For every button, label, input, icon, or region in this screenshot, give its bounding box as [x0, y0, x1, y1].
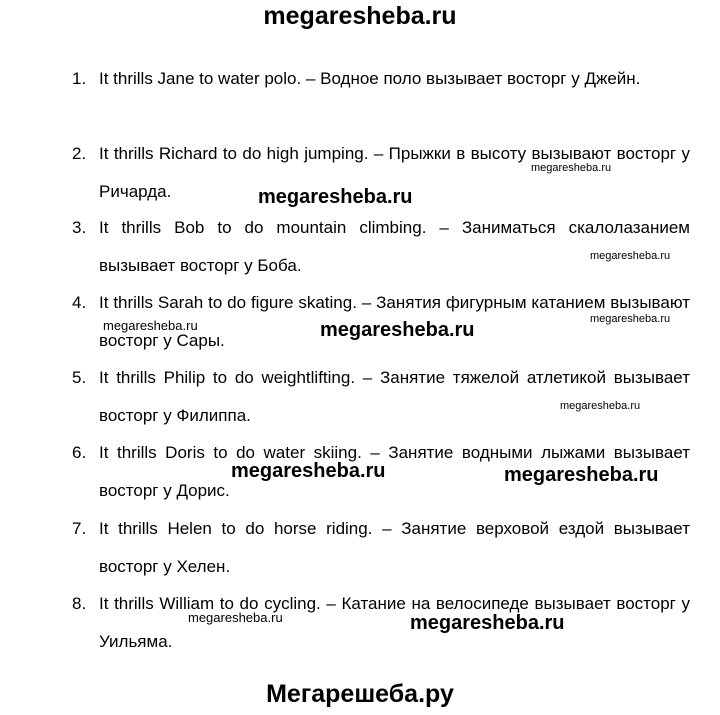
- item-text: It thrills Jane to water polo. – Водное поло вызывает восторг у Джейн.: [99, 69, 641, 88]
- item-number: 1.: [72, 69, 87, 88]
- item-text: It thrills Sarah to do figure skating. – Занятия фигурным катанием вызывают восторг у Сары.: [99, 293, 690, 350]
- item-number: 3.: [72, 218, 87, 237]
- item-text: It thrills Doris to do water skiing. – Занятие водными лыжами вызывает восторг у Дорис.: [99, 443, 690, 500]
- watermark: megaresheba.ru: [103, 318, 198, 333]
- item-text: It thrills Philip to do weightlifting. – Занятие тяжелой атлетикой вызывает восторг у Филиппа.: [99, 368, 690, 425]
- list-item: [72, 60, 690, 98]
- watermark: megaresheba.ru: [504, 464, 659, 486]
- watermark: megaresheba.ru: [560, 400, 641, 412]
- watermark: megaresheba.ru: [320, 319, 475, 341]
- list-item: [72, 585, 690, 661]
- watermark: megaresheba.ru: [590, 313, 671, 325]
- item-number: 4.: [72, 293, 87, 312]
- list-item: [72, 209, 690, 285]
- item-number: 5.: [72, 368, 87, 387]
- watermark: megaresheba.ru: [410, 612, 565, 634]
- item-text: It thrills Richard to do high jumping. – Прыжки в высоту вызывают восторг у Ричарда.: [99, 144, 690, 201]
- list-item: [72, 510, 690, 586]
- item-number: 8.: [72, 594, 87, 613]
- watermark: megaresheba.ru: [231, 460, 386, 482]
- item-text: It thrills William to do cycling. – Катание на велосипеде вызывает восторг у Уильяма.: [99, 594, 690, 651]
- item-text: It thrills Bob to do mountain climbing. – Заниматься скалолазанием вызывает восторг у Боба.: [99, 218, 690, 275]
- watermark: megaresheba.ru: [258, 186, 413, 208]
- item-number: 6.: [72, 443, 87, 462]
- item-number: 7.: [72, 519, 87, 538]
- item-text: It thrills Helen to do horse riding. – Занятие верховой ездой вызывает восторг у Хелен.: [99, 519, 690, 576]
- watermark: megaresheba.ru: [531, 162, 612, 174]
- watermark: megaresheba.ru: [590, 250, 671, 262]
- list-item: [72, 359, 690, 435]
- page-footer-site-name: Мегарешеба.ру: [266, 680, 454, 708]
- page-header-site-name: megaresheba.ru: [263, 2, 457, 30]
- watermark: megaresheba.ru: [188, 610, 283, 625]
- item-number: 2.: [72, 144, 87, 163]
